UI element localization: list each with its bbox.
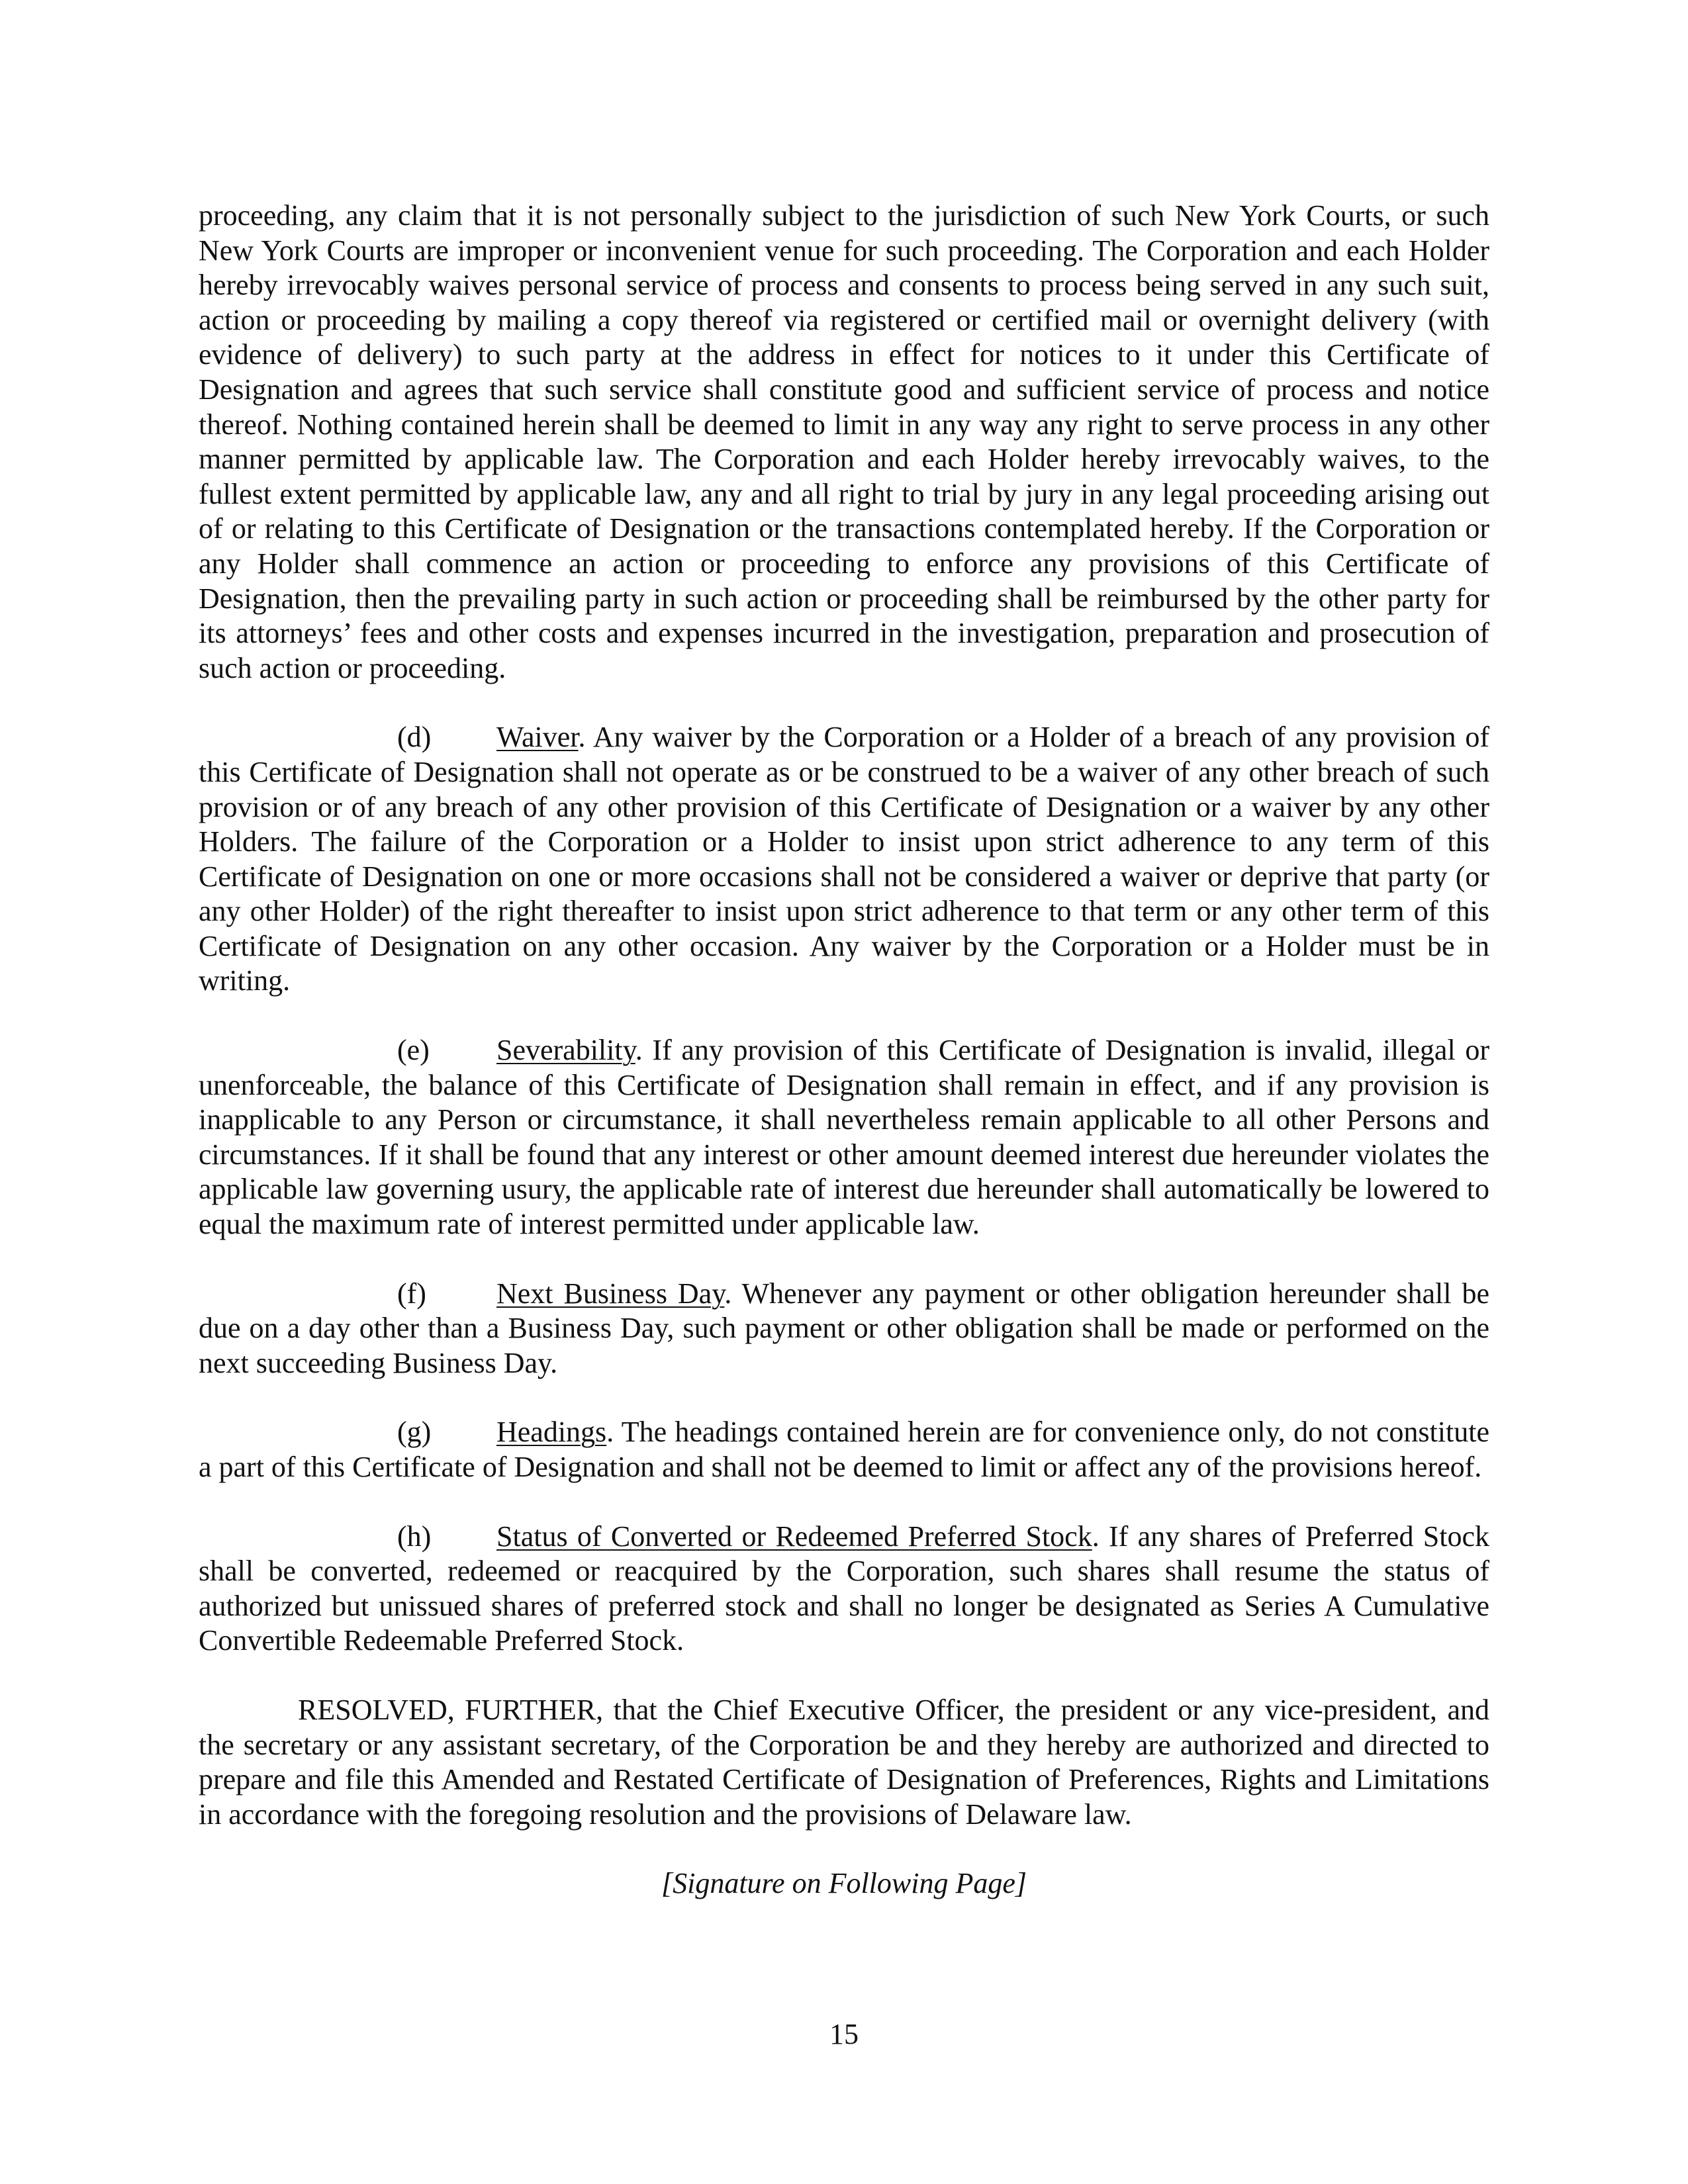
section-title: Headings (496, 1416, 607, 1449)
opening-paragraph: proceeding, any claim that it is not personally subject to the jurisdiction of such New York Courts, or such New York Courts are improper or inconvenient venue for such proceeding. The Corporation and each Holder hereby irrevocably waives personal service of process and consents to process being served in any such suit, action or proceeding by mailing a copy thereof via registered or certified mail or overnight delivery (with evidence of delivery) to such party at the address in effect for notices to it under this Certificate of Designation and agrees that such service shall constitute good and sufficient service of process and notice thereof. Nothing contained herein shall be deemed to limit in any way any right to serve process in any other manner permitted by applicable law. The Corporation and each Holder hereby irrevocably waives, to the fullest extent permitted by applicable law, any and all right to trial by jury in any legal proceeding arising out of or relating to this Certificate of Designation or the transactions contemplated hereby. If the Corporation or any Holder shall commence an action or proceeding to enforce any provisions of this Certificate of Designation, then the prevailing party in such action or proceeding shall be reimbursed by the other party for its attorneys’ fees and other costs and expenses incurred in the investigation, preparation and prosecution of such action or proceeding. (199, 199, 1489, 684)
section-d-waiver (199, 720, 1489, 999)
signature-note: [Signature on Following Page] (661, 1867, 1027, 1900)
resolution-paragraph: RESOLVED, FURTHER, that the Chief Executive Officer, the president or any vice-president, and the secretary or any assistant secretary, of the Corporation be and they hereby are authorized and directed to prepare and file this Amended and Restated Certificate of Designation of Preferences, Rights and Limitations in accordance with the foregoing resolution and the provisions of Delaware law. (199, 1693, 1489, 1831)
section-title: Severability (496, 1034, 635, 1067)
section-letter: (e) (397, 1034, 430, 1067)
page-body (199, 199, 1489, 1901)
section-body: . Whenever any payment or other obligation hereunder shall be due on a day other than a Business Day, such payment or other obligation shall be made or performed on the next succeeding Business Day. (199, 1277, 1489, 1379)
section-body: . The headings contained herein are for convenience only, do not constitute a part of this Certificate of Designation and shall not be deemed to limit or affect any of the provisions hereof. (199, 1416, 1489, 1483)
section-letter: (f) (397, 1277, 426, 1310)
section-letter: (d) (397, 721, 432, 754)
section-body: . If any provision of this Certificate of Designation is invalid, illegal or unenforceable, the balance of this Certificate of Designation shall remain in effect, and if any provision is inapplicable to any Person or circumstance, it shall nevertheless remain applicable to all other Persons and circumstances. If it shall be found that any interest or other amount deemed interest due hereunder violates the applicable law governing usury, the applicable rate of interest due hereunder shall automatically be lowered to equal the maximum rate of interest permitted under applicable law. (199, 1034, 1489, 1241)
section-body: . Any waiver by the Corporation or a Holder of a breach of any provision of this Certificate of Designation shall not operate as or be construed to be a waiver of any other breach of such provision or of any breach of any other provision of this Certificate of Designation or a waiver by any other Holders. The failure of the Corporation or a Holder to insist upon strict adherence to any term of this Certificate of Designation on one or more occasions shall not be considered a waiver or deprive that party (or any other Holder) of the right thereafter to insist upon strict adherence to that term or any other term of this Certificate of Designation on any other occasion. Any waiver by the Corporation or a Holder must be in writing. (199, 721, 1489, 997)
section-letter: (h) (397, 1520, 432, 1553)
section-h-status-preferred-stock (199, 1520, 1489, 1659)
section-f-next-business-day (199, 1277, 1489, 1381)
section-body: . If any shares of Preferred Stock shall be converted, redeemed or reacquired by the Corporation, such shares shall resume the status of authorized but unissued shares of preferred stock and shall no longer be designated as Series A Cumulative Convertible Redeemable Preferred Stock. (199, 1520, 1489, 1657)
section-title: Waiver (496, 721, 579, 754)
section-title: Status of Converted or Redeemed Preferred Stock (496, 1520, 1092, 1553)
section-title: Next Business Day (496, 1277, 725, 1310)
section-letter: (g) (397, 1416, 432, 1449)
page-number: 15 (829, 2018, 859, 2050)
section-g-headings (199, 1415, 1489, 1484)
section-e-severability (199, 1033, 1489, 1242)
